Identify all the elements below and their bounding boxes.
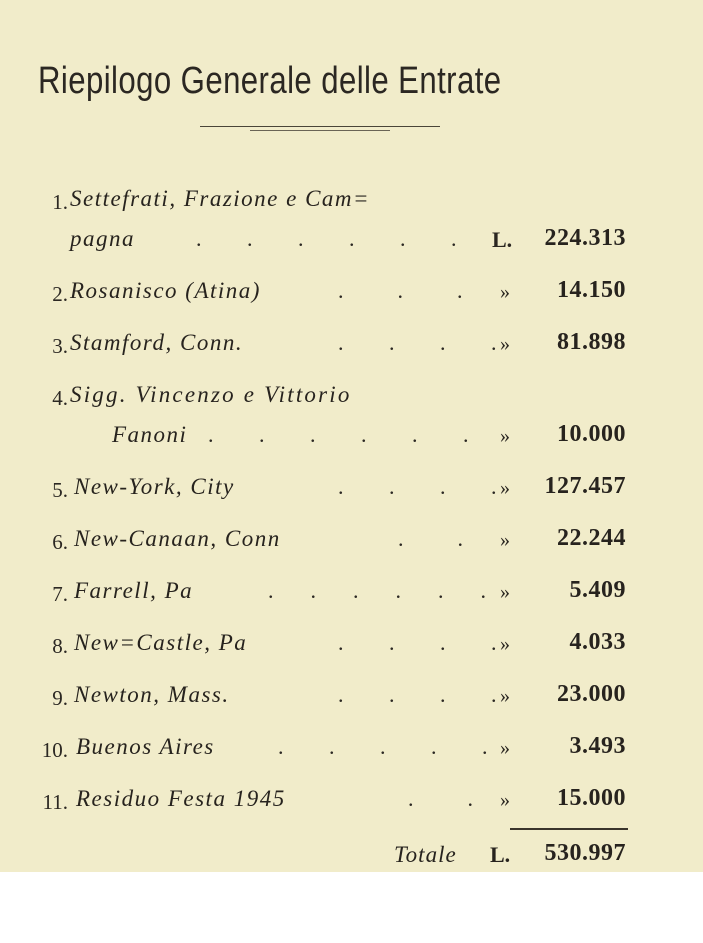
list-item — [0, 328, 703, 368]
list-item-continuation — [0, 420, 703, 460]
entry-amount: 23.000 — [557, 681, 626, 707]
entry-currency: » — [500, 425, 510, 447]
entry-number: 11. — [42, 790, 68, 814]
list-item — [0, 380, 703, 420]
entry-name: Buenos Aires — [76, 734, 215, 759]
entry-number: 1. — [52, 190, 68, 214]
list-item — [0, 576, 703, 616]
leader-dots: . . . . . . — [196, 226, 460, 251]
list-item-continuation — [0, 224, 703, 264]
leader-dots: . . . . — [338, 474, 500, 499]
leader-dots: . . . . — [338, 330, 500, 355]
entry-number: 7. — [52, 582, 68, 606]
list-item — [0, 524, 703, 564]
entry-currency: » — [500, 685, 510, 707]
list-item — [0, 784, 703, 824]
entry-number: 10. — [41, 738, 68, 762]
entry-currency: L. — [492, 227, 513, 252]
entry-amount: 22.244 — [557, 525, 626, 551]
page-title: Riepilogo Generale delle Entrate — [38, 60, 502, 102]
entry-number: 6. — [52, 530, 68, 554]
leader-dots: . . . . . . — [208, 422, 472, 447]
list-item — [0, 184, 703, 224]
entry-name: Newton, Mass. — [74, 682, 230, 707]
entry-number: 9. — [52, 686, 68, 710]
entry-amount: 224.313 — [544, 225, 626, 251]
entry-name: Farrell, Pa — [74, 578, 194, 603]
list-item — [0, 680, 703, 720]
entry-currency: » — [500, 633, 510, 655]
entry-name: New-Canaan, Conn — [74, 526, 281, 551]
total-amount: 530.997 — [544, 840, 626, 866]
entry-number: 3. — [52, 334, 68, 358]
total-currency: L. — [490, 842, 511, 867]
entry-number: 4. — [52, 386, 68, 410]
entry-name: Stamford, Conn. — [70, 330, 244, 355]
entry-number: 5. — [52, 478, 68, 502]
total-rule — [510, 828, 628, 830]
entry-name-continuation: Fanoni — [112, 422, 188, 447]
list-item — [0, 472, 703, 512]
entry-number: 2. — [52, 282, 68, 306]
leader-dots: . . . . — [338, 630, 500, 655]
leader-dots: . . . . . — [278, 734, 491, 759]
entry-number: 8. — [52, 634, 68, 658]
entry-currency: » — [500, 477, 510, 499]
entry-name: Settefrati, Frazione e Cam= — [70, 186, 371, 211]
entry-amount: 14.150 — [557, 277, 626, 303]
leader-dots: . . . . — [338, 682, 500, 707]
entry-currency: » — [500, 789, 510, 811]
entry-amount: 127.457 — [544, 473, 626, 499]
list-item — [0, 732, 703, 772]
entry-amount: 5.409 — [569, 577, 626, 603]
entry-name: New-York, City — [74, 474, 235, 499]
title-rule — [200, 126, 440, 127]
entry-currency: » — [500, 737, 510, 759]
list-item — [0, 628, 703, 668]
entry-name: Residuo Festa 1945 — [76, 786, 286, 811]
entry-currency: » — [500, 581, 510, 603]
total-label: Totale — [394, 842, 457, 867]
title-rule-inner — [250, 130, 390, 131]
leader-dots: . . . . . . — [268, 578, 489, 603]
entry-amount: 15.000 — [557, 785, 626, 811]
entry-name: Rosanisco (Atina) — [70, 278, 261, 303]
entry-name: Sigg. Vincenzo e Vittorio — [70, 382, 352, 407]
entry-name: New=Castle, Pa — [74, 630, 248, 655]
leader-dots: . . — [408, 786, 476, 811]
entry-amount: 4.033 — [569, 629, 626, 655]
entry-name-continuation: pagna — [70, 226, 135, 251]
entry-amount: 81.898 — [557, 329, 626, 355]
list-item — [0, 276, 703, 316]
entry-amount: 10.000 — [557, 421, 626, 447]
entry-currency: » — [500, 529, 510, 551]
leader-dots: . . . — [338, 278, 466, 303]
entry-currency: » — [500, 281, 510, 303]
leader-dots: . . — [398, 526, 466, 551]
entry-currency: » — [500, 333, 510, 355]
entry-amount: 3.493 — [569, 733, 626, 759]
